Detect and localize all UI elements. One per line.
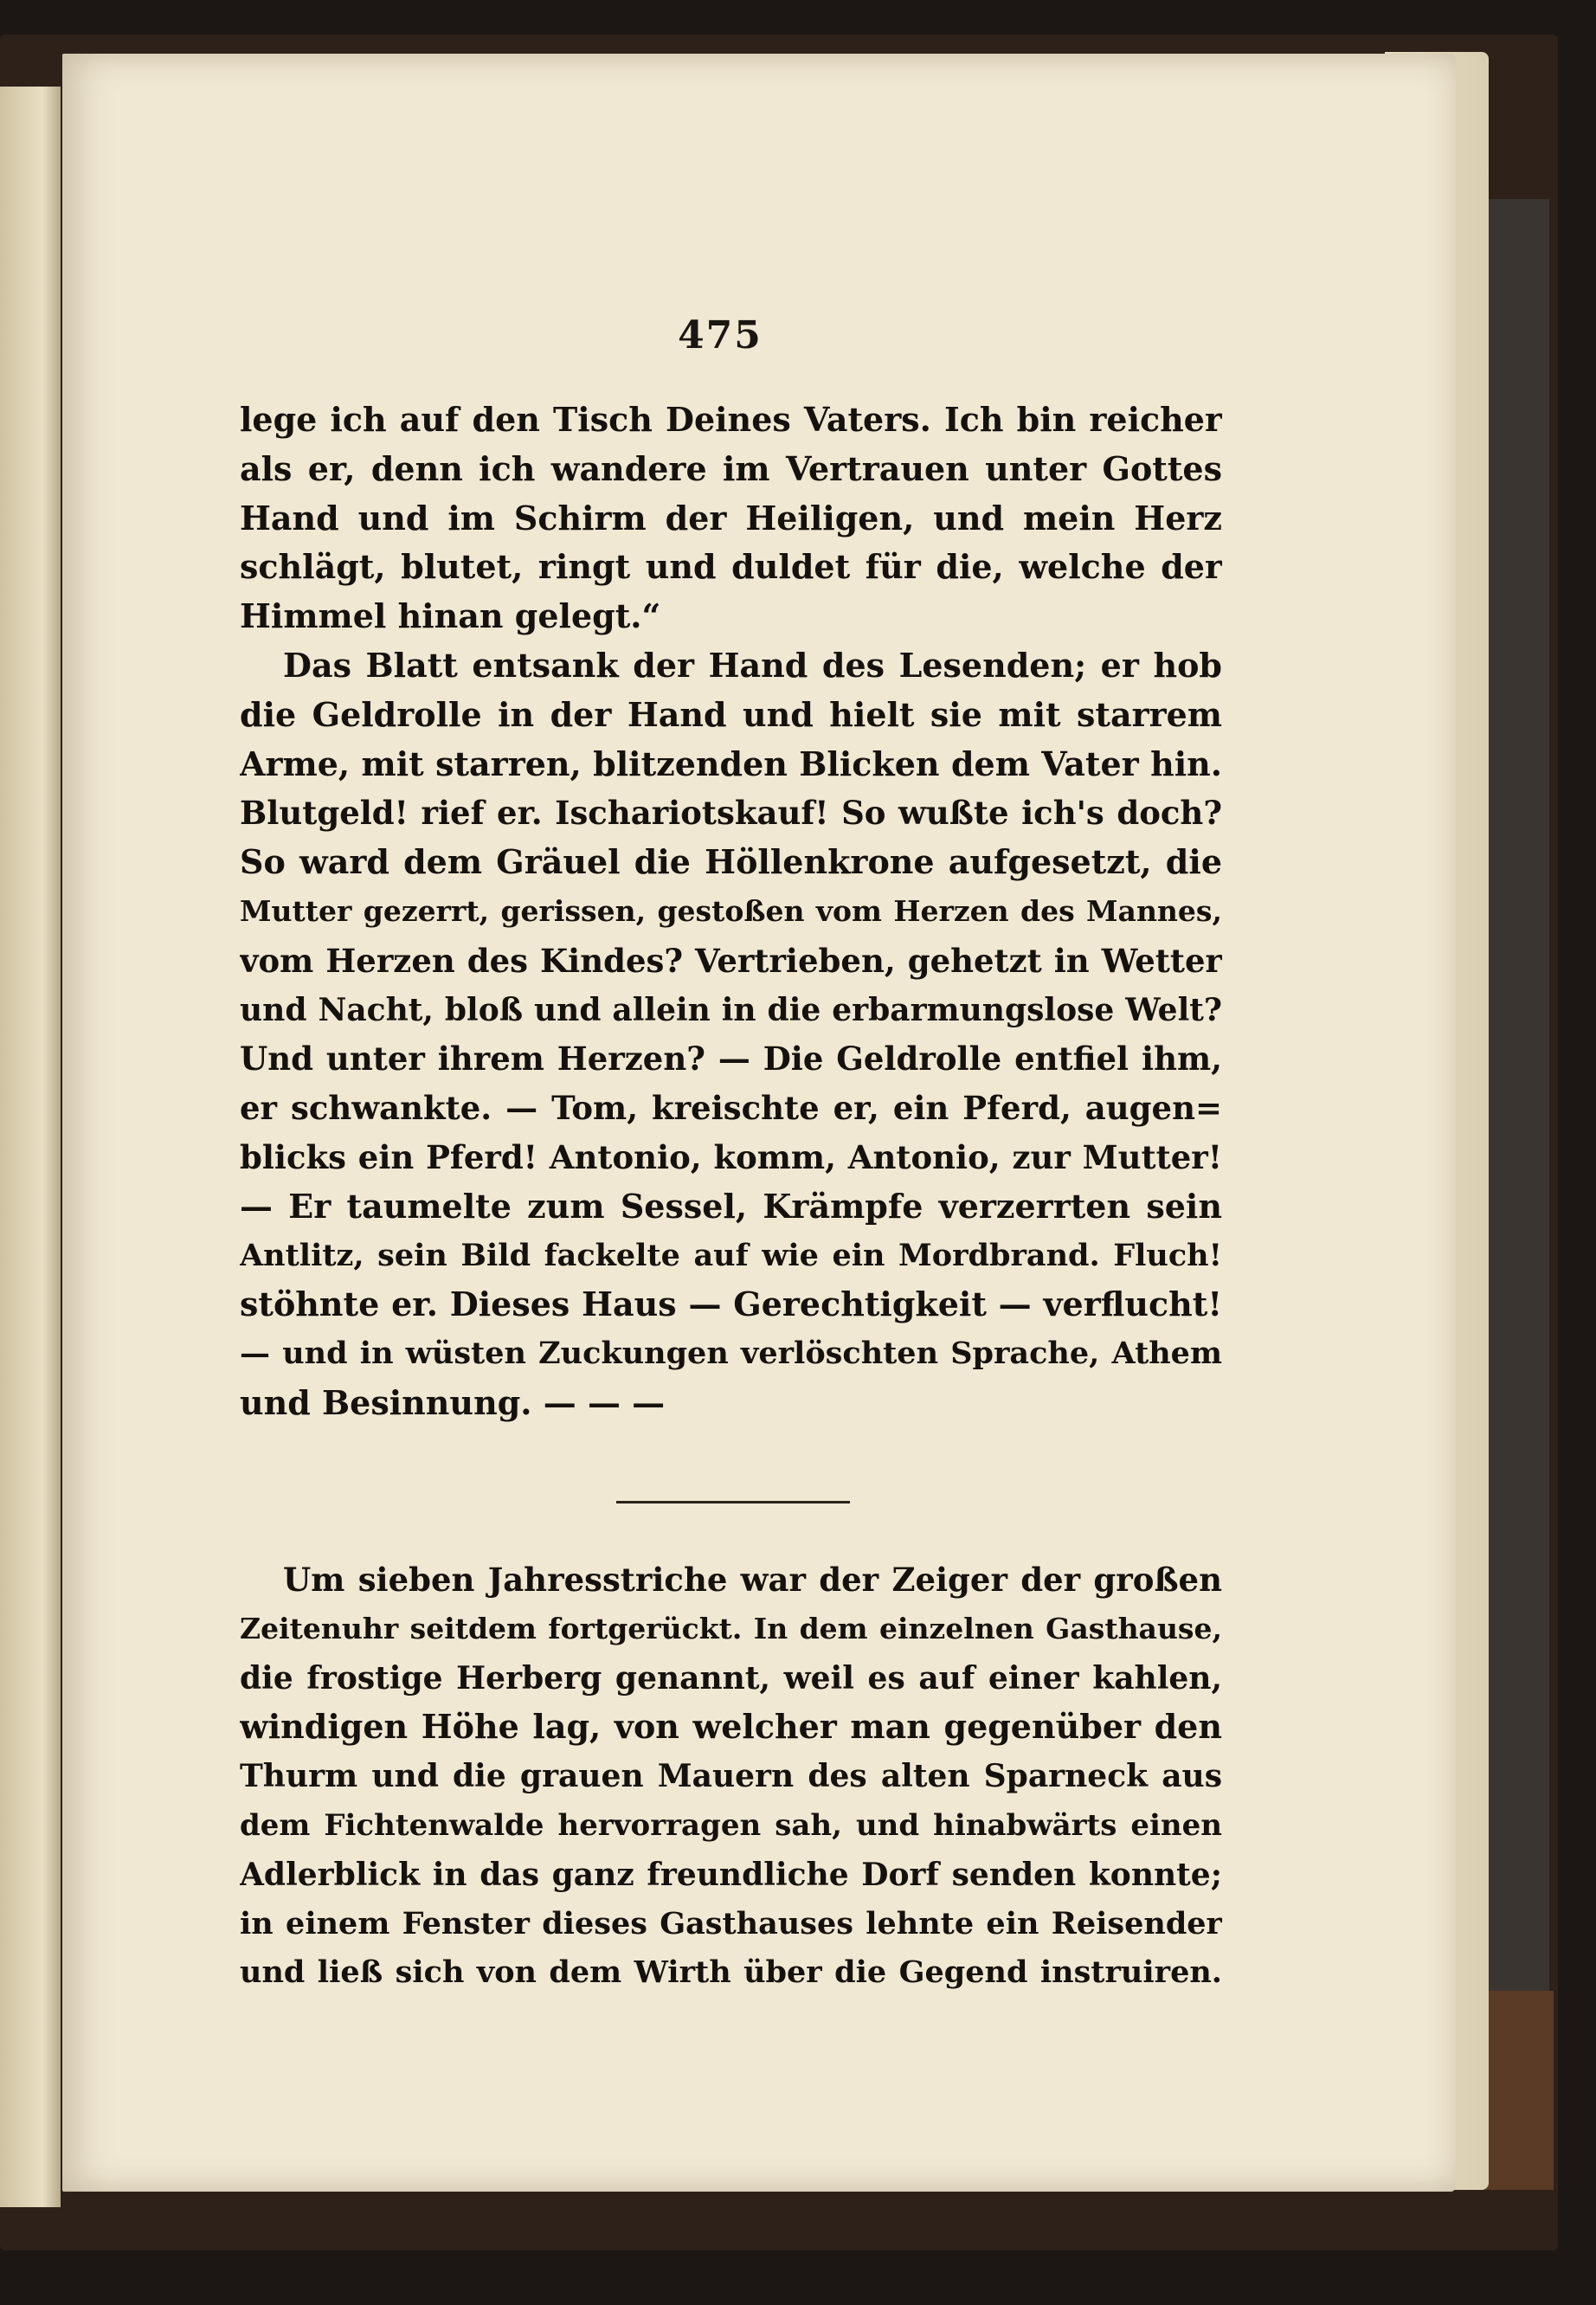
page-number: 475: [678, 313, 763, 357]
facing-page-edge: [0, 87, 61, 2207]
text-line: und ließ sich von dem Wirth über die Gegend instruiren.: [240, 1954, 1222, 1991]
text-line: und Nacht, bloß und allein in die erbarmungslose Welt?: [240, 991, 1222, 1028]
text-line: als er, denn ich wandere im Vertrauen unter Gottes: [240, 448, 1222, 488]
text-line: dem Fichtenwalde hervorragen sah, und hinabwärts einen: [240, 1807, 1222, 1843]
text-line: Und unter ihrem Herzen? — Die Geldrolle entfiel ihm,: [240, 1040, 1222, 1078]
text-line: Himmel hinan gelegt.“: [240, 596, 661, 636]
text-line: Antlitz, sein Bild fackelte auf wie ein Mordbrand. Fluch!: [240, 1237, 1222, 1273]
text-line: Hand und im Schirm der Heiligen, und mein Herz: [240, 498, 1222, 538]
text-line: schlägt, blutet, ringt und duldet für die, welche der: [240, 547, 1222, 587]
paragraph-2: [240, 1555, 1222, 1998]
text-line: lege ich auf den Tisch Deines Vaters. Ich bin reicher: [240, 400, 1222, 439]
text-line: vom Herzen des Kindes? Vertrieben, gehetzt in Wetter: [240, 941, 1222, 980]
text-line: windigen Höhe lag, von welcher man gegenüber den: [240, 1707, 1222, 1747]
text-line: Blutgeld! rief er. Ischariotskauf! So wußte ich's doch?: [240, 794, 1222, 833]
text-line: Mutter gezerrt, gerissen, gestoßen vom Herzen des Mannes,: [240, 893, 1222, 928]
text-line: blicks ein Pferd! Antonio, komm, Antonio, zur Mutter!: [240, 1137, 1222, 1176]
text-line: Um sieben Jahresstriche war der Zeiger der großen: [283, 1561, 1222, 1599]
section-divider: [616, 1501, 850, 1503]
text-line: Adlerblick in das ganz freundliche Dorf senden konnte;: [240, 1856, 1222, 1893]
text-line: Arme, mit starren, blitzenden Blicken dem Vater hin.: [240, 744, 1222, 783]
text-line: und Besinnung. — — —: [240, 1382, 666, 1422]
text-line: — Er taumelte zum Sessel, Krämpfe verzerrten sein: [240, 1186, 1222, 1226]
text-line: die Geldrolle in der Hand und hielt sie mit starrem: [240, 694, 1222, 734]
text-line: Thurm und die grauen Mauern des alten Sparneck aus: [240, 1758, 1222, 1795]
book-page: [62, 54, 1456, 2192]
text-line: stöhnte er. Dieses Haus — Gerechtigkeit — verflucht!: [240, 1284, 1222, 1324]
text-line: in einem Fenster dieses Gasthauses lehnte ein Reisender: [240, 1905, 1222, 1941]
text-line: So ward dem Gräuel die Höllenkrone aufgesetzt, die: [240, 842, 1222, 882]
text-line: — und in wüsten Zuckungen verlöschten Sprache, Athem: [240, 1336, 1222, 1372]
paragraph-1: [240, 396, 1222, 1428]
text-line: Zeitenuhr seitdem fortgerückt. In dem einzelnen Gasthause,: [240, 1611, 1222, 1645]
text-line: die frostige Herberg genannt, weil es auf einer kahlen,: [240, 1659, 1222, 1697]
text-line: Das Blatt entsank der Hand des Lesenden; er hob: [283, 645, 1222, 685]
text-line: er schwankte. — Tom, kreischte er, ein Pferd, augen=: [240, 1089, 1222, 1128]
